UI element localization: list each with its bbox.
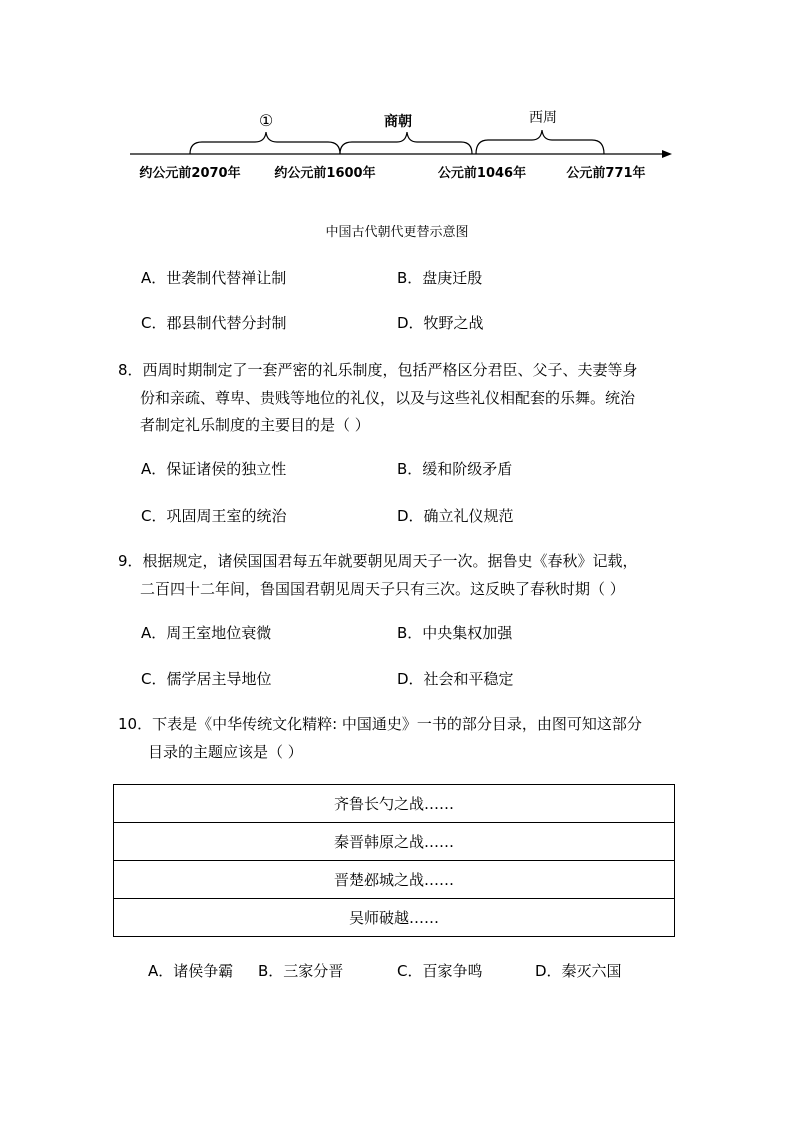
segment-label-1: ① bbox=[258, 111, 274, 130]
q8-line-2: 份和亲疏、尊卑、贵贱等地位的礼仪，以及与这些礼仪相配套的乐舞。统治 bbox=[140, 388, 636, 407]
segment-label-3: 西周 bbox=[529, 110, 557, 126]
q8-option-b: B．缓和阶级矛盾 bbox=[397, 460, 513, 478]
question-9 bbox=[118, 548, 678, 603]
q7-option-d: D．牧野之战 bbox=[397, 314, 484, 332]
q8-option-c: C．巩固周王室的统治 bbox=[141, 507, 287, 525]
date-label-1: 约公元前2070年 bbox=[139, 166, 241, 181]
q8-line-3: 者制定礼乐制度的主要目的是（ ） bbox=[140, 416, 370, 434]
q9-option-d: D．社会和平稳定 bbox=[397, 670, 514, 688]
table-cell: 齐鲁长勺之战…… bbox=[114, 785, 675, 823]
question-8 bbox=[118, 357, 678, 440]
q10-line-1: 10．下表是《中华传统文化精粹: 中国通史》一书的部分目录，由图可知这部分 bbox=[118, 715, 642, 733]
q8-option-d: D．确立礼仪规范 bbox=[397, 507, 514, 525]
table-row bbox=[114, 823, 675, 861]
table-of-contents bbox=[113, 784, 675, 937]
brace-segment-3 bbox=[476, 130, 604, 154]
q9-line-1: 9．根据规定，诸侯国国君每五年就要朝见周天子一次。据鲁史《春秋》记载， bbox=[118, 552, 638, 570]
brace-segment-2 bbox=[340, 132, 472, 154]
q7-option-b: B．盘庚迁殷 bbox=[397, 269, 483, 287]
q10-option-d: D．秦灭六国 bbox=[535, 962, 622, 980]
figure-caption: 中国古代朝代更替示意图 bbox=[325, 225, 469, 240]
dynasty-timeline bbox=[0, 0, 794, 200]
table-row bbox=[114, 899, 675, 937]
table-row bbox=[114, 785, 675, 823]
timeline-arrow bbox=[662, 150, 672, 158]
q9-option-a: A．周王室地位衰微 bbox=[141, 624, 272, 642]
brace-segment-1 bbox=[190, 132, 340, 154]
q10-option-b: B．三家分晋 bbox=[258, 962, 344, 980]
q10-option-c: C．百家争鸣 bbox=[397, 962, 483, 980]
q8-line-1: 8．西周时期制定了一套严密的礼乐制度，包括严格区分君臣、父子、夫妻等身 bbox=[118, 361, 638, 379]
date-label-3: 公元前1046年 bbox=[437, 166, 527, 181]
date-label-2: 约公元前1600年 bbox=[274, 166, 376, 181]
q9-option-b: B．中央集权加强 bbox=[397, 624, 513, 642]
table-cell: 秦晋韩原之战…… bbox=[114, 823, 675, 861]
table-cell: 吴师破越…… bbox=[114, 899, 675, 937]
q10-option-a: A．诸侯争霸 bbox=[148, 962, 234, 980]
q9-line-2: 二百四十二年间，鲁国国君朝见周天子只有三次。这反映了春秋时期（ ） bbox=[140, 579, 625, 598]
q9-option-c: C．儒学居主导地位 bbox=[141, 670, 272, 688]
q8-option-a: A．保证诸侯的独立性 bbox=[141, 460, 287, 478]
table-row bbox=[114, 861, 675, 899]
question-10 bbox=[118, 711, 688, 766]
q10-line-2: 目录的主题应该是（ ） bbox=[148, 742, 303, 761]
q7-option-a: A．世袭制代替禅让制 bbox=[141, 269, 287, 287]
date-label-4: 公元前771年 bbox=[566, 166, 646, 181]
segment-label-2: 商朝 bbox=[384, 114, 412, 130]
table-cell: 晋楚邲城之战…… bbox=[114, 861, 675, 899]
q7-option-c: C．郡县制代替分封制 bbox=[141, 314, 287, 332]
